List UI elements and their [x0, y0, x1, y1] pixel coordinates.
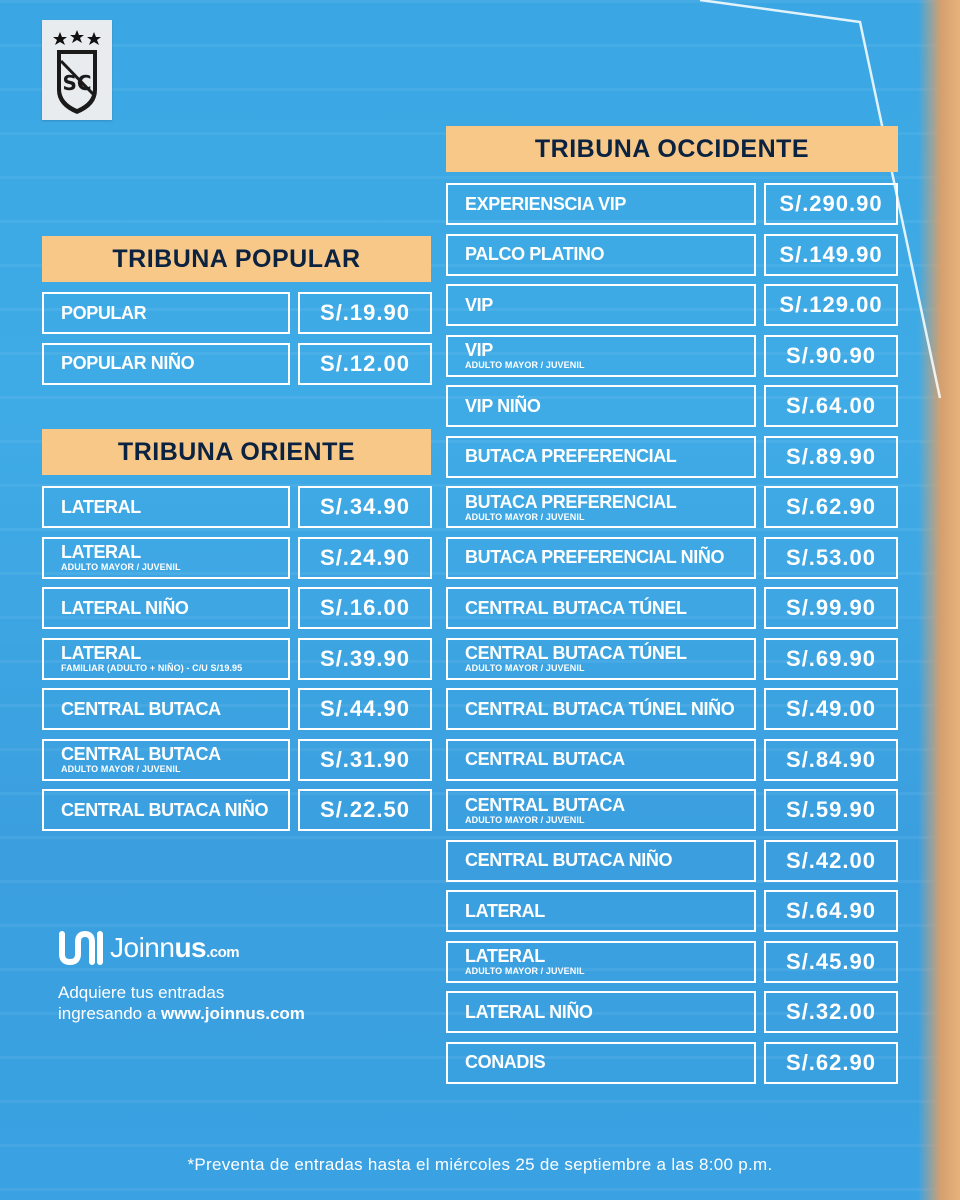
ticket-type-label [446, 739, 756, 781]
ticket-type-subtitle: ADULTO MAYOR / JUVENIL [465, 511, 585, 522]
club-crest-logo [42, 20, 112, 120]
purchase-instructions: Adquiere tus entradas ingresando a www.joinnus.com [58, 983, 305, 1023]
ticket-type-name: LATERAL [465, 900, 545, 921]
ticket-type-name: CENTRAL BUTACA [61, 698, 221, 719]
ticket-type-name: CENTRAL BUTACA [61, 744, 221, 764]
ticket-price: S/.42.00 [764, 840, 898, 882]
ticket-type-label [446, 234, 756, 276]
ticket-type-label [446, 587, 756, 629]
ticket-price: S/.129.00 [764, 284, 898, 326]
ticket-type-label [42, 789, 290, 831]
ticket-type-name: CENTRAL BUTACA [465, 794, 625, 815]
ticket-type-name: POPULAR [61, 302, 147, 323]
ticket-price: S/.62.90 [764, 486, 898, 528]
ticket-type-label [42, 343, 290, 385]
ticket-type-label [446, 991, 756, 1033]
ticket-type-subtitle: ADULTO MAYOR / JUVENIL [61, 562, 181, 572]
ticket-type-name: VIP [465, 294, 493, 315]
ticket-type-name: LATERAL NIÑO [61, 597, 189, 618]
ticket-type-name: CENTRAL BUTACA [465, 749, 625, 769]
ticket-type-label [42, 587, 290, 629]
ticket-type-name: CONADIS [465, 1052, 546, 1072]
ticket-price: S/.44.90 [298, 688, 432, 730]
ticket-type-label [446, 335, 756, 377]
joinnus-wordmark: Joinnus.com [110, 932, 240, 963]
ticket-type-label [42, 739, 290, 781]
ticket-price: S/.39.90 [298, 638, 432, 680]
ticket-type-name: BUTACA PREFERENCIAL [465, 446, 677, 466]
ticket-type-name: LATERAL [465, 946, 545, 966]
ticket-type-subtitle: ADULTO MAYOR / JUVENIL [61, 764, 181, 774]
ticket-price: S/.22.50 [298, 789, 432, 831]
joinnus-url-link[interactable]: www.joinnus.com [161, 1004, 305, 1023]
ticket-type-name: BUTACA PREFERENCIAL [465, 491, 677, 512]
ticket-price: S/.89.90 [764, 436, 898, 478]
ticket-type-subtitle: ADULTO MAYOR / JUVENIL [465, 966, 585, 976]
ticket-type-subtitle: FAMILIAR (ADULTO + NIÑO) - C/U S/19.95 [61, 663, 243, 673]
ticket-type-name: CENTRAL BUTACA TÚNEL [465, 643, 687, 663]
ticket-type-name: BUTACA PREFERENCIAL NIÑO [465, 547, 725, 567]
ticket-price: S/.53.00 [764, 537, 898, 579]
ticket-type-name: CENTRAL BUTACA NIÑO [465, 850, 673, 870]
ticket-price: S/.290.90 [764, 183, 898, 225]
ticket-price: S/.99.90 [764, 587, 898, 629]
ticket-type-name: EXPERIENSCIA VIP [465, 193, 626, 214]
ticket-type-label [42, 537, 290, 579]
ticket-type-label [446, 183, 756, 225]
ticket-type-label [446, 1042, 756, 1084]
ticket-type-name: CENTRAL BUTACA TÚNEL NIÑO [465, 698, 735, 719]
ticket-price: S/.34.90 [298, 486, 432, 528]
ticket-type-label [446, 385, 756, 427]
ticket-type-name: LATERAL [61, 496, 141, 517]
ticket-type-subtitle: ADULTO MAYOR / JUVENIL [465, 360, 585, 370]
ticket-type-label [446, 284, 756, 326]
ticket-type-name: POPULAR NIÑO [61, 353, 195, 373]
ticket-type-name: LATERAL [61, 542, 141, 562]
ticket-type-label [446, 638, 756, 680]
ticket-price: S/.32.00 [764, 991, 898, 1033]
ticket-type-name: LATERAL NIÑO [465, 1001, 593, 1022]
ticket-price: S/.90.90 [764, 335, 898, 377]
ticket-type-name: VIP [465, 340, 493, 360]
ticket-price: S/.24.90 [298, 537, 432, 579]
ticket-type-label [446, 840, 756, 882]
ticket-price: S/.49.00 [764, 688, 898, 730]
ticket-price: S/.62.90 [764, 1042, 898, 1084]
ticket-type-label [446, 789, 756, 831]
ticket-type-name: CENTRAL BUTACA TÚNEL [465, 597, 687, 618]
joinnus-logo [58, 930, 239, 966]
ticket-price: S/.12.00 [298, 343, 432, 385]
ticket-price: S/.31.90 [298, 739, 432, 781]
ticket-price: S/.149.90 [764, 234, 898, 276]
ticket-price: S/.16.00 [298, 587, 432, 629]
ticket-type-subtitle: ADULTO MAYOR / JUVENIL [465, 663, 585, 673]
ticket-price: S/.59.90 [764, 789, 898, 831]
ticket-price: S/.64.00 [764, 385, 898, 427]
ticket-price: S/.45.90 [764, 941, 898, 983]
ticket-type-name: LATERAL [61, 643, 141, 663]
ticket-price: S/.64.90 [764, 890, 898, 932]
tribuna-occidente-header: TRIBUNA OCCIDENTE [446, 126, 898, 172]
crest-letters: SC [62, 71, 92, 95]
ticket-type-label [42, 292, 290, 334]
ticket-price: S/.69.90 [764, 638, 898, 680]
ticket-type-label [446, 436, 756, 478]
ticket-type-label [446, 688, 756, 730]
ticket-price: S/.84.90 [764, 739, 898, 781]
tribuna-oriente-header: TRIBUNA ORIENTE [42, 429, 431, 475]
joinnus-icon [58, 930, 104, 966]
ticket-type-label [42, 688, 290, 730]
ticket-type-name: PALCO PLATINO [465, 244, 605, 264]
ticket-type-label [42, 486, 290, 528]
ticket-type-label [446, 537, 756, 579]
ticket-type-label [446, 890, 756, 932]
ticket-price: S/.19.90 [298, 292, 432, 334]
ticket-type-label [446, 941, 756, 983]
ticket-type-name: CENTRAL BUTACA NIÑO [61, 799, 269, 820]
ticket-type-label [42, 638, 290, 680]
ticket-type-subtitle: ADULTO MAYOR / JUVENIL [465, 814, 585, 825]
ticket-type-name: VIP NIÑO [465, 395, 541, 416]
tribuna-popular-header: TRIBUNA POPULAR [42, 236, 431, 282]
ticket-type-label [446, 486, 756, 528]
presale-footnote: *Preventa de entradas hasta el miércoles 25 de septiembre a las 8:00 p.m. [187, 1155, 773, 1174]
